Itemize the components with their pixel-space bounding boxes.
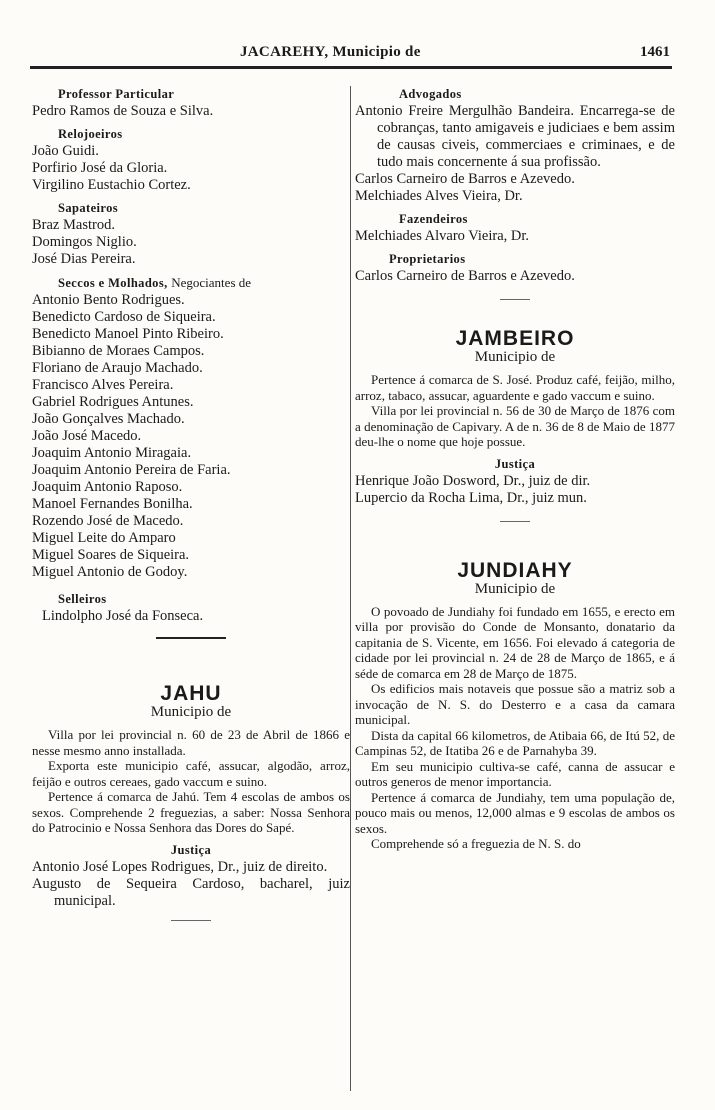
list-item: Antonio José Lopes Rodrigues, Dr., juiz de direito. [32, 858, 328, 875]
list-item: José Dias Pereira. [32, 251, 136, 267]
paragraph: Pertence á comarca de Jundiahy, tem uma população de, pouco mais ou menos, 12,000 almas e 9 escolas de ambos os sexos. [355, 789, 675, 836]
paragraph: Comprehende só a freguezia de N. S. do [371, 836, 581, 851]
list-item: Miguel Antonio de Godoy. [32, 564, 188, 580]
right-column [355, 86, 675, 852]
list-item: Gabriel Rodrigues Antunes. [32, 394, 194, 410]
list-item: Floriano de Araujo Machado. [32, 360, 203, 376]
header-rule [30, 66, 672, 69]
paragraph: Pertence á comarca de Jahú. Tem 4 escolas de ambos os sexos. Comprehende 2 freguezias, a saber: Nossa Senhora do Patrocinio e Nossa Senhora das Dores do Sapé. [32, 789, 350, 835]
paragraph: Os edificios mais notaveis que possue são a matriz sob a invocação de N. S. do Desterro e a casa da camara municipal. [355, 681, 675, 727]
list-item: Lindolpho José da Fonseca. [42, 608, 204, 624]
list-item: Melchiades Alvaro Vieira, Dr. [355, 228, 530, 244]
list-item: Henrique João Dosword, Dr., juiz de dir. [355, 472, 591, 489]
paragraph: Exporta este municipio café, assucar, algodão, arroz, feijão e outros cereaes, gado vaccum e suino. [32, 758, 350, 789]
paragraph: Pertence á comarca de S. José. Produz café, feijão, milho, arroz, tabaco, assucar, aguardente e gado vaccum e suino. [355, 372, 675, 403]
paragraph: O povoado de Jundiahy foi fundado em 1655, e erecto em villa por provisão do Conde de Monsanto, donatario da capitania de S. Vicente, em 1656. Foi elevado á categoria de cidade por lei provincial n. 24 de 28 de Março de 1865, e á séde de comarca em 28 de Março de 1875. [355, 603, 675, 681]
section-rule [156, 637, 226, 639]
section-heading: Sapateiros [58, 201, 119, 215]
left-column [32, 86, 350, 931]
list-item: João José Macedo. [32, 428, 142, 444]
list-item: Braz Mastrod. [32, 217, 115, 233]
list-item: Augusto de Sequeira Cardoso, bacharel, juiz municipal. [32, 875, 350, 909]
paragraph: Em seu municipio cultiva-se café, canna de assucar e outros generos de menor importancia. [355, 758, 675, 789]
section-heading: Relojoeiros [58, 127, 123, 141]
list-item: João Gonçalves Machado. [32, 411, 185, 427]
section-heading: Proprietarios [389, 252, 466, 266]
section-rule [500, 299, 530, 300]
section-heading: Justiça [170, 842, 212, 857]
town-subtitle: Municipio de [150, 704, 232, 720]
section-heading-line [32, 274, 350, 292]
section-heading: Selleiros [58, 592, 107, 606]
list-item: Benedicto Cardoso de Siqueira. [32, 309, 216, 325]
list-item: Antonio Freire Mergulhão Bandeira. Encarrega-se de cobranças, tanto amigaveis e judiciaes e bem assim de causas civeis, commerciaes e criminaes, e de tudo mais concernente á sua profissão. [355, 103, 675, 170]
list-item: Benedicto Manoel Pinto Ribeiro. [32, 326, 224, 342]
town-subtitle: Municipio de [474, 580, 556, 597]
list-item: Manoel Fernandes Bonilha. [32, 496, 193, 512]
list-item: Francisco Alves Pereira. [32, 377, 174, 393]
running-title: JACAREHY, Municipio de [240, 44, 421, 60]
paragraph: Villa por lei provincial n. 56 de 30 de Março de 1876 com a denominação de Capivary. A de n. 36 de 8 de Maio de 1877 deu-lhe o nome que hoje possue. [355, 403, 675, 449]
list-item: Melchiades Alves Vieira, Dr. [355, 188, 523, 204]
list-item: Lupercio da Rocha Lima, Dr., juiz mun. [355, 489, 587, 506]
section-heading-rest: Negociantes de [171, 275, 252, 290]
section-heading: Professor Particular [58, 87, 175, 101]
town-title: JAMBEIRO [455, 327, 575, 350]
list-item: Pedro Ramos de Souza e Silva. [32, 103, 214, 119]
list-item: Joaquim Antonio Raposo. [32, 479, 183, 495]
list-item: Antonio Bento Rodrigues. [32, 292, 185, 308]
section-heading: Fazendeiros [399, 212, 468, 226]
town-title: JAHU [160, 682, 222, 705]
paragraph: Dista da capital 66 kilometros, de Atibaia 66, de Itú 52, de Campinas 52, de Itatiba 26 e de Parnahyba 39. [355, 727, 675, 758]
list-item: Rozendo José de Macedo. [32, 513, 184, 529]
section-heading: Seccos e Molhados, [58, 276, 168, 290]
list-item: Joaquim Antonio Miragaia. [32, 445, 192, 461]
list-item: Carlos Carneiro de Barros e Azevedo. [355, 171, 575, 187]
list-item: Miguel Soares de Siqueira. [32, 547, 190, 563]
page-number: 1461 [640, 44, 670, 60]
list-item: Joaquim Antonio Pereira de Faria. [32, 462, 231, 478]
list-item: João Guidi. [32, 143, 99, 159]
section-heading: Justiça [494, 456, 536, 471]
town-title: JUNDIAHY [457, 558, 573, 582]
section-rule [171, 920, 211, 921]
section-heading: Advogados [399, 87, 462, 101]
page-header [30, 44, 670, 66]
list-item: Domingos Niglio. [32, 234, 137, 250]
list-item: Miguel Leite do Amparo [32, 530, 176, 546]
list-item: Bibianno de Moraes Campos. [32, 343, 205, 359]
list-item: Virgilino Eustachio Cortez. [32, 177, 191, 193]
column-divider [350, 86, 351, 1091]
town-subtitle: Municipio de [474, 349, 556, 365]
paragraph: Villa por lei provincial n. 60 de 23 de Abril de 1866 e nesse mesmo anno installada. [32, 727, 350, 758]
list-item: Carlos Carneiro de Barros e Azevedo. [355, 268, 575, 284]
section-rule [500, 521, 530, 522]
list-item: Porfirio José da Gloria. [32, 160, 168, 176]
